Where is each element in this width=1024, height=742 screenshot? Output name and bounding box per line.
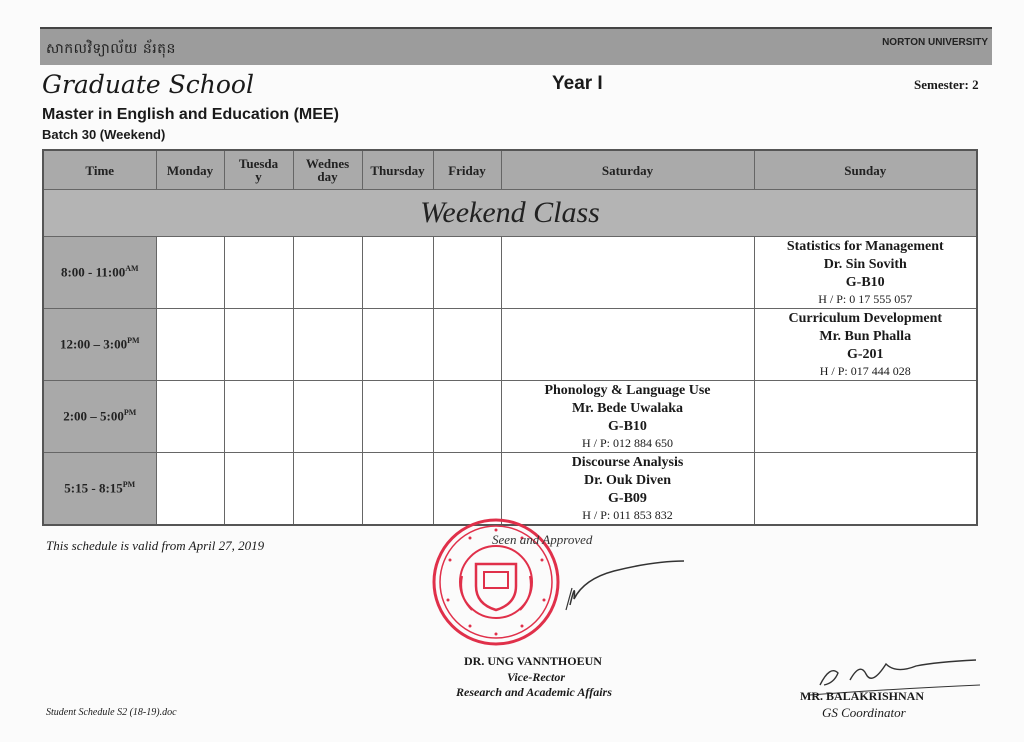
table-row — [43, 237, 977, 309]
class-room: G-B10 — [845, 275, 885, 290]
class-subject: Discourse Analysis — [571, 454, 684, 470]
vice-rector-signature-icon — [560, 555, 690, 615]
class-lecturer: Mr. Bun Phalla — [819, 329, 912, 344]
coordinator-name: MR. BALAKRISHNAN — [800, 689, 925, 703]
col-time: Time — [43, 150, 156, 190]
time-cell: 5:15 - $8:15^{PM}$ — [43, 453, 156, 525]
banner-row — [43, 190, 977, 237]
validity-note: This schedule is valid from April 27, 2019 — [46, 538, 265, 553]
semester-label: Semester: 2 — [914, 77, 979, 92]
schedule-table — [42, 149, 978, 526]
vice-rector-title: Vice-Rector — [507, 670, 565, 684]
sunday-slot — [754, 381, 977, 453]
weekend-class-banner: Weekend Class — [43, 190, 977, 237]
class-entry — [754, 237, 977, 309]
header-row — [43, 150, 977, 190]
vice-rector-dept: Research and Academic Affairs — [456, 685, 612, 699]
saturday-slot — [501, 309, 754, 381]
program-title: Master in English and Education (MEE) — [42, 106, 339, 123]
class-subject: Phonology & Language Use — [544, 383, 711, 398]
class-room: G-B10 — [608, 419, 647, 434]
time-cell: 2:00 – $5:00^{PM}$ — [43, 381, 156, 453]
batch-label: Batch 30 (Weekend) — [42, 127, 166, 142]
class-subject: Statistics for Management — [786, 239, 944, 254]
col-sunday: Sunday — [754, 150, 977, 190]
coordinator-title: GS Coordinator — [822, 705, 906, 720]
class-lecturer: Dr. Sin Sovith — [823, 257, 907, 272]
class-room: G-201 — [846, 347, 884, 362]
class-phone: H / P: 011 853 832 — [582, 507, 673, 522]
university-name: NORTON UNIVERSITY — [882, 37, 988, 48]
class-lecturer: Dr. Ouk Diven — [583, 472, 671, 488]
approval-label: Seen and Approved — [492, 532, 593, 547]
col-friday: Friday — [433, 150, 501, 190]
class-phone: H / P: 0 17 555 057 — [818, 292, 913, 306]
time-cell: 12:00 – $3:00^{PM}$ — [43, 309, 156, 381]
class-entry — [501, 453, 754, 525]
class-entry — [501, 381, 754, 453]
khmer-title: សាកលវិទ្យាល័យ ន័រតុន — [46, 41, 176, 57]
header-band — [40, 27, 992, 65]
saturday-slot — [501, 237, 754, 309]
col-saturday: Saturday — [501, 150, 754, 190]
file-name: Student Schedule S2 (18-19).doc — [46, 707, 177, 718]
table-row — [43, 309, 977, 381]
col-tuesday: Tuesda y — [224, 150, 293, 190]
sunday-slot — [754, 453, 977, 525]
col-monday: Monday — [156, 150, 224, 190]
class-phone: H / P: 017 444 028 — [819, 364, 911, 378]
class-subject: Curriculum Development — [788, 311, 943, 326]
col-thursday: Thursday — [362, 150, 433, 190]
col-wednesday: Wednes day — [293, 150, 362, 190]
year-label: Year I — [552, 73, 603, 94]
class-phone: H / P: 012 884 650 — [581, 436, 673, 450]
school-title: Graduate School — [42, 70, 254, 99]
class-entry — [754, 309, 977, 381]
vice-rector-name: DR. UNG VANNTHOEUN — [464, 654, 602, 668]
time-cell: 8:00 - $11:00^{AM}$ — [43, 237, 156, 309]
table-row — [43, 453, 977, 525]
class-lecturer: Mr. Bede Uwalaka — [571, 401, 684, 416]
table-row — [43, 381, 977, 453]
class-room: G-B09 — [608, 490, 647, 506]
